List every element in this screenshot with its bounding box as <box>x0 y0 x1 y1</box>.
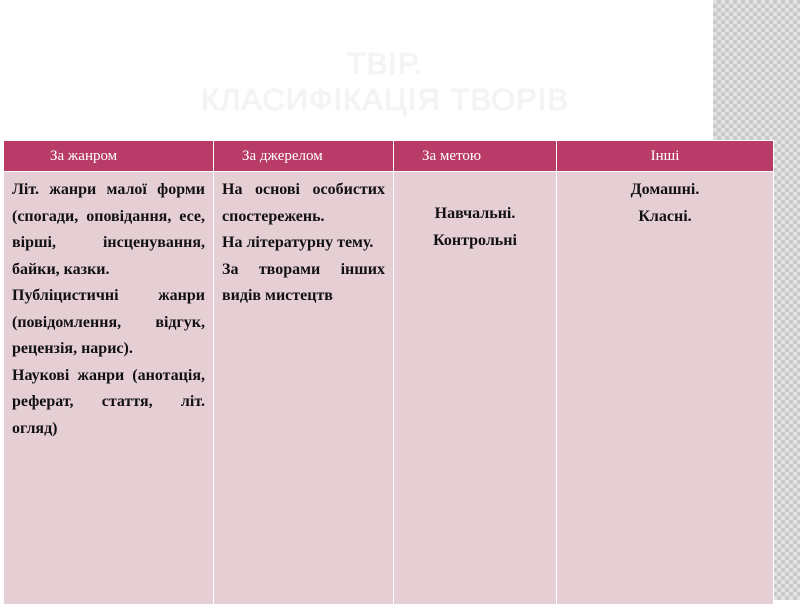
source-item-observations: На основі особистих спостережень. <box>222 181 385 225</box>
cell-by-genre <box>4 172 214 605</box>
classification-table <box>3 140 774 605</box>
header-by-purpose: За метою <box>394 141 557 172</box>
header-by-source: За джерелом <box>214 141 394 172</box>
slide-title-line-1: ТВІР. <box>346 46 424 81</box>
genre-item-scientific: Наукові жанри (анотація, реферат, стаття, літ. огляд) <box>12 366 205 437</box>
cell-other <box>557 172 774 605</box>
cell-by-purpose <box>394 172 557 605</box>
other-item-class: Класні. <box>638 207 692 225</box>
source-item-other-arts: За творами інших видів мистецтв <box>222 260 385 304</box>
table-row <box>4 172 774 605</box>
slide-title-line-2: КЛАСИФІКАЦІЯ ТВОРІВ <box>200 82 570 117</box>
header-other: Інші <box>557 141 774 172</box>
genre-item-publicistic: Публіцистичні жанри (повідомлення, відгук, рецензія, нарис). <box>12 287 205 357</box>
cell-by-source <box>214 172 394 605</box>
source-item-literary-topic: На літературну тему. <box>222 234 374 251</box>
other-item-home: Домашні. <box>630 181 700 198</box>
slide-title <box>120 46 650 118</box>
purpose-item-control: Контрольні <box>433 231 517 249</box>
header-by-genre: За жанром <box>4 141 214 172</box>
purpose-item-educational: Навчальні. <box>434 205 516 222</box>
table-header-row <box>4 141 774 172</box>
genre-item-literary: Літ. жанри малої форми (спогади, оповідання, есе, вірші, інсценування, байки, казки. <box>12 181 205 278</box>
